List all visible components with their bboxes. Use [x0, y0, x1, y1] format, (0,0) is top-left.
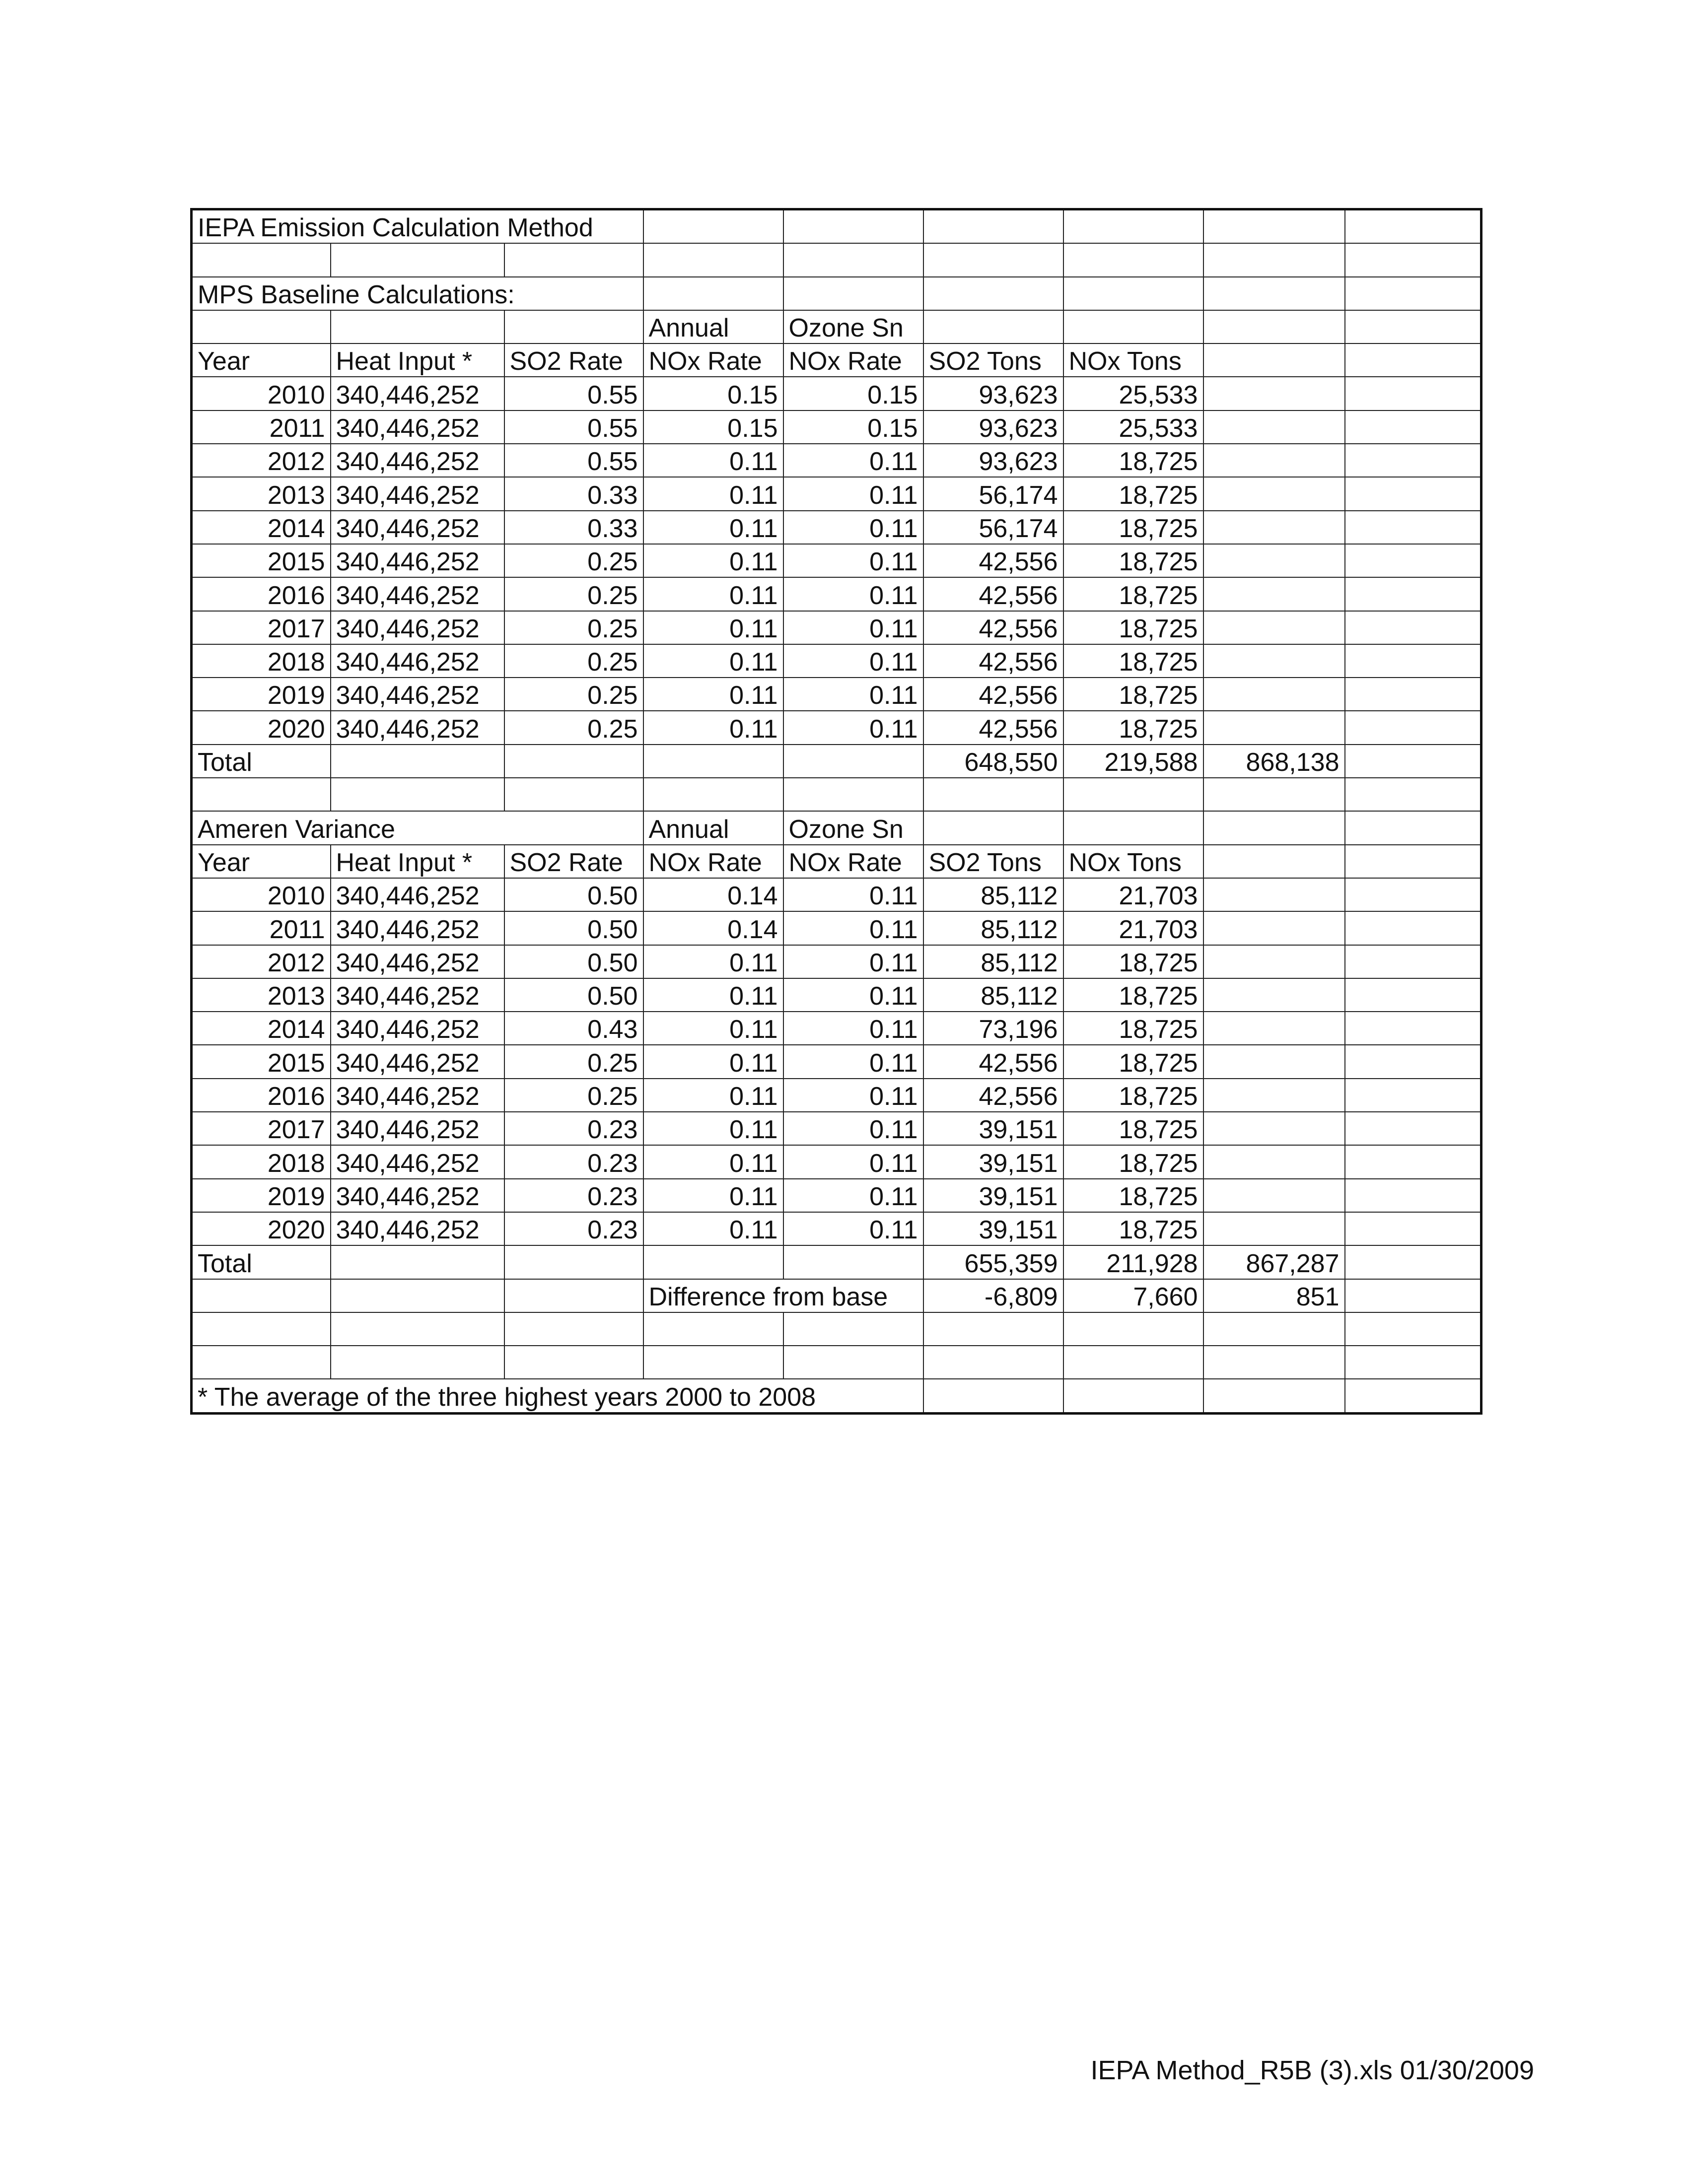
- value-cell: 85,112: [923, 945, 1063, 978]
- column-header-top: Ozone Sn: [783, 811, 923, 844]
- column-header: Year: [192, 343, 331, 377]
- value-cell: 0.11: [643, 1112, 783, 1145]
- value-cell: 18,725: [1063, 1012, 1203, 1045]
- year-cell: 2019: [192, 1179, 331, 1212]
- value-cell: 42,556: [923, 611, 1063, 644]
- sheet-title: IEPA Emission Calculation Method: [192, 209, 643, 244]
- table-row: [192, 945, 1481, 978]
- column-header-top: Ozone Sn: [783, 310, 923, 343]
- year-cell: 2011: [192, 410, 331, 444]
- value-cell: 0.55: [504, 377, 643, 410]
- value-cell: 0.11: [643, 678, 783, 711]
- value-cell: 93,623: [923, 410, 1063, 444]
- year-cell: 2020: [192, 711, 331, 744]
- value-cell: 340,446,252: [331, 477, 504, 510]
- table-row: [192, 277, 1481, 310]
- difference-combined: 851: [1203, 1279, 1345, 1312]
- value-cell: 0.11: [783, 477, 923, 510]
- table-row: [192, 711, 1481, 744]
- value-cell: 340,446,252: [331, 444, 504, 477]
- value-cell: 0.11: [643, 1045, 783, 1078]
- value-cell: 340,446,252: [331, 678, 504, 711]
- value-cell: 0.11: [643, 1079, 783, 1112]
- value-cell: 18,725: [1063, 644, 1203, 678]
- value-cell: 21,703: [1063, 878, 1203, 911]
- value-cell: 0.50: [504, 945, 643, 978]
- table-row: [192, 511, 1481, 544]
- value-cell: 18,725: [1063, 1179, 1203, 1212]
- value-cell: 340,446,252: [331, 978, 504, 1012]
- year-cell: 2016: [192, 577, 331, 611]
- value-cell: 56,174: [923, 511, 1063, 544]
- value-cell: 340,446,252: [331, 577, 504, 611]
- table-row: [192, 611, 1481, 644]
- value-cell: 0.11: [783, 511, 923, 544]
- value-cell: 340,446,252: [331, 644, 504, 678]
- value-cell: 340,446,252: [331, 945, 504, 978]
- value-cell: 340,446,252: [331, 544, 504, 577]
- table-row: [192, 745, 1481, 778]
- table-row: [192, 1312, 1481, 1346]
- value-cell: 0.11: [643, 611, 783, 644]
- table-row: [192, 1346, 1481, 1379]
- value-cell: 18,725: [1063, 544, 1203, 577]
- value-cell: 0.11: [643, 978, 783, 1012]
- year-cell: 2011: [192, 911, 331, 945]
- baseline-section-title: MPS Baseline Calculations:: [192, 277, 643, 310]
- value-cell: 0.15: [783, 377, 923, 410]
- value-cell: 18,725: [1063, 1145, 1203, 1178]
- value-cell: 0.14: [643, 878, 783, 911]
- value-cell: 85,112: [923, 878, 1063, 911]
- value-cell: 0.11: [783, 1212, 923, 1245]
- value-cell: 18,725: [1063, 1045, 1203, 1078]
- value-cell: 0.15: [783, 410, 923, 444]
- value-cell: 0.11: [643, 644, 783, 678]
- value-cell: 0.14: [643, 911, 783, 945]
- value-cell: 42,556: [923, 1045, 1063, 1078]
- value-cell: 39,151: [923, 1212, 1063, 1245]
- year-cell: 2013: [192, 978, 331, 1012]
- value-cell: 0.11: [783, 611, 923, 644]
- value-cell: 0.11: [783, 444, 923, 477]
- value-cell: 340,446,252: [331, 1045, 504, 1078]
- value-cell: 340,446,252: [331, 1012, 504, 1045]
- value-cell: 18,725: [1063, 511, 1203, 544]
- table-row: [192, 978, 1481, 1012]
- value-cell: 18,725: [1063, 678, 1203, 711]
- value-cell: 0.11: [643, 511, 783, 544]
- value-cell: 0.11: [783, 1012, 923, 1045]
- total-nox-tons: 219,588: [1063, 745, 1203, 778]
- difference-label: Difference from base: [643, 1279, 923, 1312]
- value-cell: 0.23: [504, 1212, 643, 1245]
- value-cell: 0.25: [504, 678, 643, 711]
- value-cell: 0.11: [643, 544, 783, 577]
- year-cell: 2012: [192, 444, 331, 477]
- column-header: NOx Tons: [1063, 845, 1203, 878]
- table-row: [192, 243, 1481, 276]
- year-cell: 2012: [192, 945, 331, 978]
- value-cell: 340,446,252: [331, 878, 504, 911]
- value-cell: 0.33: [504, 511, 643, 544]
- value-cell: 18,725: [1063, 978, 1203, 1012]
- value-cell: 42,556: [923, 678, 1063, 711]
- value-cell: 0.11: [783, 678, 923, 711]
- table-row: [192, 1279, 1481, 1312]
- value-cell: 0.11: [783, 945, 923, 978]
- year-cell: 2010: [192, 878, 331, 911]
- table-row: [192, 1112, 1481, 1145]
- table-row: [192, 544, 1481, 577]
- value-cell: 42,556: [923, 577, 1063, 611]
- year-cell: 2017: [192, 611, 331, 644]
- year-cell: 2014: [192, 511, 331, 544]
- value-cell: 0.11: [783, 644, 923, 678]
- table-row: [192, 1179, 1481, 1212]
- table-row: [192, 310, 1481, 343]
- value-cell: 0.11: [643, 711, 783, 744]
- table-row: [192, 678, 1481, 711]
- value-cell: 0.11: [643, 1212, 783, 1245]
- value-cell: 0.25: [504, 644, 643, 678]
- column-header: SO2 Rate: [504, 845, 643, 878]
- value-cell: 42,556: [923, 544, 1063, 577]
- table-row: [192, 1079, 1481, 1112]
- difference-so2-tons: -6,809: [923, 1279, 1063, 1312]
- table-row: [192, 845, 1481, 878]
- value-cell: 18,725: [1063, 1079, 1203, 1112]
- value-cell: 0.50: [504, 911, 643, 945]
- table-row: [192, 410, 1481, 444]
- year-cell: 2010: [192, 377, 331, 410]
- value-cell: 25,533: [1063, 410, 1203, 444]
- value-cell: 0.11: [783, 577, 923, 611]
- column-header-top: [192, 310, 331, 343]
- value-cell: 0.25: [504, 711, 643, 744]
- value-cell: 18,725: [1063, 477, 1203, 510]
- value-cell: 39,151: [923, 1112, 1063, 1145]
- value-cell: 340,446,252: [331, 410, 504, 444]
- value-cell: 0.25: [504, 544, 643, 577]
- value-cell: 340,446,252: [331, 1079, 504, 1112]
- year-cell: 2018: [192, 1145, 331, 1178]
- total-so2-tons: 648,550: [923, 745, 1063, 778]
- value-cell: 0.11: [783, 1179, 923, 1212]
- table-row: [192, 1379, 1481, 1413]
- value-cell: 0.25: [504, 1079, 643, 1112]
- table-row: [192, 1245, 1481, 1279]
- year-cell: 2018: [192, 644, 331, 678]
- value-cell: 0.25: [504, 577, 643, 611]
- column-header: Heat Input *: [331, 343, 504, 377]
- column-header: NOx Rate: [783, 343, 923, 377]
- value-cell: 18,725: [1063, 945, 1203, 978]
- table-row: [192, 444, 1481, 477]
- value-cell: 0.33: [504, 477, 643, 510]
- value-cell: 340,446,252: [331, 1112, 504, 1145]
- value-cell: 56,174: [923, 477, 1063, 510]
- value-cell: 0.11: [643, 477, 783, 510]
- column-header-top: [1063, 310, 1203, 343]
- year-cell: 2019: [192, 678, 331, 711]
- year-cell: 2015: [192, 544, 331, 577]
- table-row: [192, 1012, 1481, 1045]
- value-cell: 0.11: [783, 1079, 923, 1112]
- column-header-top: [331, 310, 504, 343]
- value-cell: 340,446,252: [331, 511, 504, 544]
- value-cell: 0.11: [783, 978, 923, 1012]
- column-header-top: Annual: [643, 310, 783, 343]
- footnote: * The average of the three highest years 2000 to 2008: [192, 1379, 923, 1413]
- value-cell: 0.11: [783, 711, 923, 744]
- column-header: SO2 Tons: [923, 845, 1063, 878]
- column-header-top: [923, 310, 1063, 343]
- value-cell: 0.55: [504, 444, 643, 477]
- value-cell: 0.11: [643, 444, 783, 477]
- table-row: [192, 477, 1481, 510]
- value-cell: 340,446,252: [331, 1212, 504, 1245]
- column-header: NOx Tons: [1063, 343, 1203, 377]
- value-cell: 0.11: [783, 878, 923, 911]
- value-cell: 0.15: [643, 377, 783, 410]
- value-cell: 0.11: [643, 945, 783, 978]
- table-row: [192, 209, 1481, 244]
- value-cell: 25,533: [1063, 377, 1203, 410]
- value-cell: 18,725: [1063, 577, 1203, 611]
- table-row: [192, 577, 1481, 611]
- table-row: [192, 377, 1481, 410]
- column-header: NOx Rate: [783, 845, 923, 878]
- value-cell: 0.50: [504, 978, 643, 1012]
- value-cell: 0.23: [504, 1112, 643, 1145]
- year-cell: 2017: [192, 1112, 331, 1145]
- column-header: SO2 Tons: [923, 343, 1063, 377]
- footer-file-label: IEPA Method_R5B (3).xls 01/30/2009: [1090, 2055, 1534, 2085]
- table-row: [192, 1145, 1481, 1178]
- year-cell: 2014: [192, 1012, 331, 1045]
- value-cell: 340,446,252: [331, 1179, 504, 1212]
- total-so2-tons: 655,359: [923, 1245, 1063, 1279]
- total-nox-tons: 211,928: [1063, 1245, 1203, 1279]
- value-cell: 340,446,252: [331, 1145, 504, 1178]
- column-header: SO2 Rate: [504, 343, 643, 377]
- column-header-top: [504, 310, 643, 343]
- value-cell: 340,446,252: [331, 911, 504, 945]
- variance-section-title: Ameren Variance: [192, 811, 643, 844]
- value-cell: 0.11: [783, 1145, 923, 1178]
- value-cell: 18,725: [1063, 444, 1203, 477]
- value-cell: 0.11: [643, 1145, 783, 1178]
- value-cell: 0.50: [504, 878, 643, 911]
- value-cell: 18,725: [1063, 711, 1203, 744]
- value-cell: 0.55: [504, 410, 643, 444]
- value-cell: 39,151: [923, 1145, 1063, 1178]
- table-row: [192, 778, 1481, 811]
- value-cell: 18,725: [1063, 1112, 1203, 1145]
- total-combined: 868,138: [1203, 745, 1345, 778]
- value-cell: 93,623: [923, 377, 1063, 410]
- difference-nox-tons: 7,660: [1063, 1279, 1203, 1312]
- table-body: [192, 209, 1481, 1414]
- value-cell: 0.11: [643, 577, 783, 611]
- value-cell: 0.11: [783, 1045, 923, 1078]
- table-row: [192, 811, 1481, 844]
- value-cell: 0.11: [783, 544, 923, 577]
- table-row: [192, 1212, 1481, 1245]
- total-label: Total: [192, 745, 331, 778]
- value-cell: 42,556: [923, 1079, 1063, 1112]
- value-cell: 0.25: [504, 611, 643, 644]
- value-cell: 340,446,252: [331, 377, 504, 410]
- value-cell: 0.23: [504, 1145, 643, 1178]
- value-cell: 21,703: [1063, 911, 1203, 945]
- year-cell: 2020: [192, 1212, 331, 1245]
- total-label: Total: [192, 1245, 331, 1279]
- value-cell: 340,446,252: [331, 611, 504, 644]
- value-cell: 0.11: [643, 1179, 783, 1212]
- value-cell: 0.11: [643, 1012, 783, 1045]
- value-cell: 340,446,252: [331, 711, 504, 744]
- table-row: [192, 911, 1481, 945]
- emission-calculation-table: [190, 208, 1482, 1415]
- value-cell: 0.15: [643, 410, 783, 444]
- value-cell: 0.23: [504, 1179, 643, 1212]
- year-cell: 2015: [192, 1045, 331, 1078]
- value-cell: 39,151: [923, 1179, 1063, 1212]
- value-cell: 85,112: [923, 978, 1063, 1012]
- total-combined: 867,287: [1203, 1245, 1345, 1279]
- table-row: [192, 1045, 1481, 1078]
- value-cell: 42,556: [923, 711, 1063, 744]
- value-cell: 0.25: [504, 1045, 643, 1078]
- year-cell: 2016: [192, 1079, 331, 1112]
- value-cell: 0.11: [783, 1112, 923, 1145]
- value-cell: 42,556: [923, 644, 1063, 678]
- table-row: [192, 878, 1481, 911]
- value-cell: 85,112: [923, 911, 1063, 945]
- table-row: [192, 644, 1481, 678]
- value-cell: 18,725: [1063, 611, 1203, 644]
- column-header: Year: [192, 845, 331, 878]
- value-cell: 18,725: [1063, 1212, 1203, 1245]
- value-cell: 93,623: [923, 444, 1063, 477]
- column-header: NOx Rate: [643, 845, 783, 878]
- column-header: NOx Rate: [643, 343, 783, 377]
- value-cell: 0.11: [783, 911, 923, 945]
- column-header: Heat Input *: [331, 845, 504, 878]
- table-row: [192, 343, 1481, 377]
- column-header-top: Annual: [643, 811, 783, 844]
- year-cell: 2013: [192, 477, 331, 510]
- value-cell: 0.43: [504, 1012, 643, 1045]
- value-cell: 73,196: [923, 1012, 1063, 1045]
